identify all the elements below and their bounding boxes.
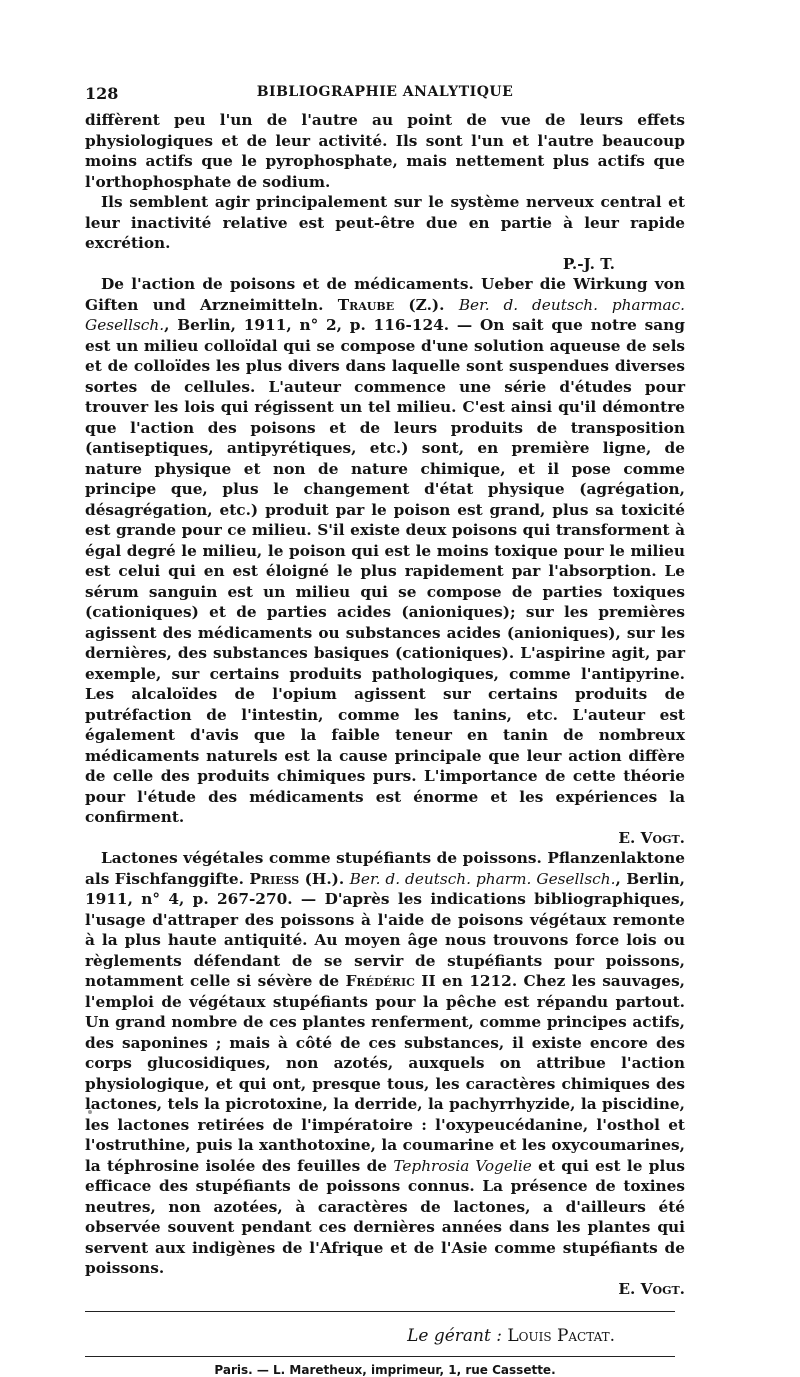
signature-pjt: P.-J. T. [562,254,615,273]
article-species: Tephrosia Vogelie [393,1156,532,1175]
gerant-label: Le gérant : [407,1326,502,1346]
article-body-part3: et qui est le plus efficace des stupéfiants de poissons connus. La présence de toxines neutres, non azotées, à caractères de lactones, a d'ailleurs été observée souvent pendant ces dernières années dans les plantes qui servent aux indigènes de l'Afrique et de l'Asie comme stupéfiants de poissons. [85,1156,685,1277]
printer-imprint: Paris. — L. Maretheux, imprimeur, 1, rue Cassette. [214,1363,556,1377]
article-body-part1: D'après les indications bibliographiques, l'usage d'attraper des poissons à l'aide de poisons végétaux remonte à la plus haute antiquité. Au moyen âge nous trouvons force lois ou règlements défendant de se servir de stupéfiants pour poissons, notamment celle si sévère de [85,890,685,990]
article-body-part2: II en 1212. Chez les sauvages, l'emploi de végétaux stupéfiants pour la pêche est répandu partout. Un grand nombre de ces plantes renferment, comme principes actifs, des saponines ; mais à côté de ces substances, il existe encore des corps glucosidiques, non azotés, auxquels on attribue l'action physiologique, et qui ont, presque tous, les caractères chimiques des lactones, tels la picrotoxine, la derride, la pachyrrhyzide, la piscidine, les lactones retirées de l'impératoire : l'oxypeucédanine, l'osthol et l'ostruthine, puis la xanthotoxine, la coumarine et les oxycoumarines, la téphrosine isolée des feuilles de [85,972,686,1175]
signature-vogt [85,828,685,849]
article-german-title: Ueber die Wirkung von Giften und Arzneimitteln. [85,275,685,314]
footer-rule [85,1311,675,1312]
paragraph-continued: diffèrent peu l'un de l'autre au point de vue de leurs effets physiologiques et de leur activité. Ils sont l'un et l'autre beaucoup moins actifs que le pyrophosphate, mais nettement plus actifs que l'orthophosphate de sodium. [85,111,685,191]
running-title: BIBLIOGRAPHIE ANALYTIQUE [256,84,514,100]
article-german-title: Pflanzenlaktone als Fischfanggifte. [85,849,685,888]
article-author: Traube [337,295,395,314]
page-number: 128 [85,84,119,103]
signature-text: E. Vogt. [618,828,685,847]
imprint-rule [85,1356,675,1357]
article-author-initial: (H.). [299,869,350,888]
article-title: Lactones végétales comme stupéfiants de poissons. [101,849,542,867]
article-body: On sait que notre sang est un milieu colloïdal qui se compose d'une solution aqueuse de sels et de colloïdes les plus divers dans laquelle sont suspendues diverses sortes de cellules. L'auteur commence une série d'études pour trouver les lois qui régissent un tel milieu. C'est ainsi qu'il démontre que l'action des poisons et de leurs produits de transposition (antiseptiques, antipyrétiques, etc.) sont, en première ligne, de nature physique et non de nature chimique, et il pose comme principe que, plus le changement d'état physique (agrégation, désagrégation, etc.) produit par le poison est grand, plus sa toxicité est grande pour ce milieu. S'il existe deux poisons qui transforment à égal degré le milieu, le poison qui est le moins toxique pour le milieu est celui qui en est éloigné le plus rapidement par l'absorption. Le sérum sanguin est un milieu qui se compose de parties toxiques (cationiques) et de parties acides (anioniques); sur les premières agissent des médicaments ou substances acides (anioniques), sur les dernières, des substances basiques (cationiques). L'aspirine agit, par exemple, sur certains produits pathologiques, comme l'antipyrine. Les alcaloïdes de l'opium agissent sur certains produits de putréfaction de l'intestin, comme les tanins, etc. L'auteur est également d'avis que la faible teneur en tanin de nombreux médicaments naturels est la cause principale que leur action diffère de celle des produits chimiques purs. L'importance de cette théorie pour l'étude des médicaments est énorme et les expériences la confirment. [85,316,685,826]
article-author: Priess [249,869,300,888]
paragraph: Ils semblent agir principalement sur le système nerveux central et leur inactivité relative est peut-être due en partie à leur rapide excrétion. [85,193,685,252]
article-lactones [85,848,685,1279]
signature-vogt [85,1279,685,1300]
article-poisons-medicaments [85,274,685,828]
article-journal: Ber. d. deutsch. pharm. Gesellsch. [349,869,616,888]
article-author-initial: (Z.). [394,295,459,314]
gerant-line [85,1326,685,1346]
article-title: De l'action de poisons et de médicaments. [101,275,474,293]
article-name-frederic: Frédéric [345,972,415,990]
article-journal: Ber. d. deutsch. pharmac. Gesellsch. [85,295,685,334]
article-reference: , Berlin, 1911, n° 2, p. 116-124. — [164,316,480,334]
margin-smudge [736,105,748,119]
gerant-name: Louis Pactat. [507,1326,615,1346]
page-header [85,84,685,110]
page-body [85,84,685,1377]
signature-text: E. Vogt. [618,1279,685,1298]
article-reference: , Berlin, 1911, n° 4, p. 267-270. — [85,869,685,908]
